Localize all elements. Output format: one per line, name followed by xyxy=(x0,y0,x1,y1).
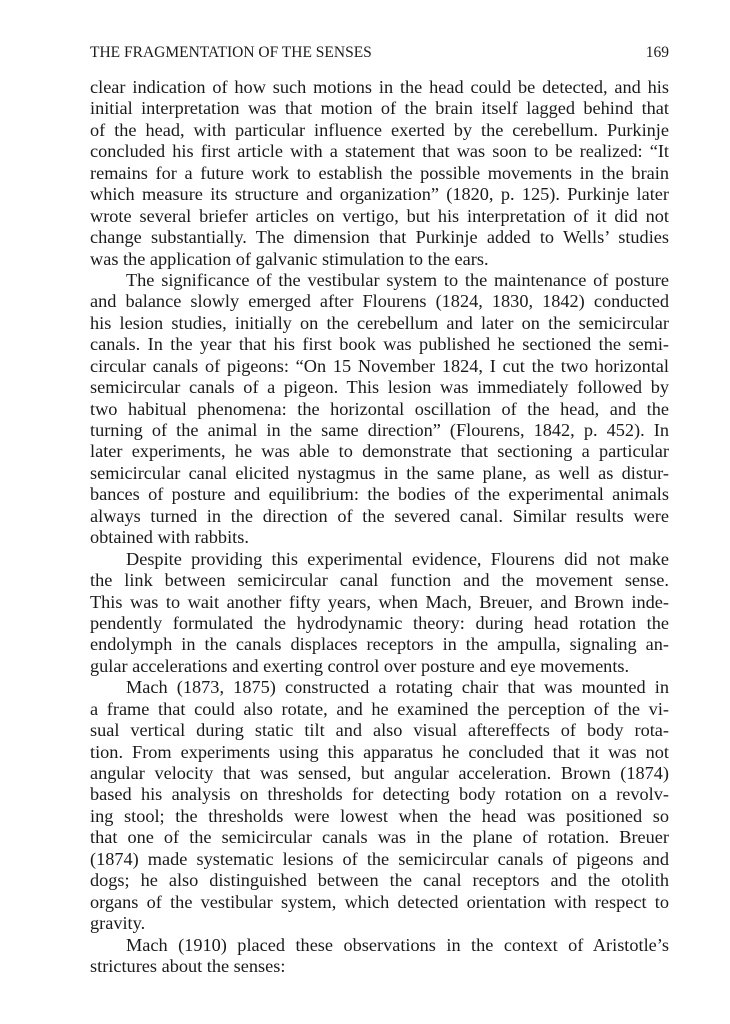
text-line: wrote several briefer articles on vertigo, but his interpretation of it did not xyxy=(90,205,669,226)
text-line: two habitual phenomena: the horizontal oscillation of the head, and the xyxy=(90,398,669,419)
text-line: canals. In the year that his first book was published he sectioned the semi- xyxy=(90,334,669,355)
text-line: Mach (1873, 1875) constructed a rotating chair that was mounted in xyxy=(126,677,669,698)
text-line: sual vertical during static tilt and also visual aftereffects of body rota- xyxy=(90,720,669,741)
text-line: strictures about the senses: xyxy=(90,955,286,976)
running-title: THE FRAGMENTATION OF THE SENSES xyxy=(90,44,372,61)
text-line: later experiments, he was able to demonstrate that sectioning a particular xyxy=(90,441,669,462)
text-line: concluded his first article with a statement that was soon to be realized: “It xyxy=(90,141,669,162)
text-line: bances of posture and equilibrium: the bodies of the experimental animals xyxy=(90,484,669,505)
text-line: gravity. xyxy=(90,913,146,934)
text-line: based his analysis on thresholds for detecting body rotation on a revolv- xyxy=(90,784,669,805)
text-line: remains for a future work to establish the possible movements in the brain xyxy=(90,162,669,183)
text-line: dogs; he also distinguished between the canal receptors and the otolith xyxy=(90,870,669,891)
text-line: The significance of the vestibular system to the maintenance of posture xyxy=(126,269,669,290)
text-line: Mach (1910) placed these observations in the context of Aristotle’s xyxy=(126,934,669,955)
text-line: obtained with rabbits. xyxy=(90,527,249,548)
text-line: a frame that could also rotate, and he examined the perception of the vi- xyxy=(90,698,669,719)
text-line: which measure its structure and organization” (1820, p. 125). Purkinje later xyxy=(90,184,669,205)
paragraph xyxy=(90,270,669,549)
text-line: endolymph in the canals displaces receptors in the ampulla, signaling an- xyxy=(90,634,669,655)
text-line: that one of the semicircular canals was in the plane of rotation. Breuer xyxy=(90,827,669,848)
text-line: clear indication of how such motions in the head could be detected, and his xyxy=(90,77,669,97)
text-line: semicircular canals of a pigeon. This lesion was immediately followed by xyxy=(90,377,669,398)
paragraph xyxy=(90,77,669,270)
text-line: initial interpretation was that motion of the brain itself lagged behind that xyxy=(90,98,669,119)
body-text xyxy=(90,77,669,977)
text-line: pendently formulated the hydrodynamic theory: during head rotation the xyxy=(90,612,669,633)
text-line: ing stool; the thresholds were lowest when the head was positioned so xyxy=(90,805,669,826)
text-line: angular velocity that was sensed, but angular acceleration. Brown (1874) xyxy=(90,763,669,783)
text-line: tion. From experiments using this apparatus he concluded that it was not xyxy=(90,741,669,762)
page-number: 169 xyxy=(645,44,669,61)
paragraph xyxy=(90,549,669,678)
text-line: the link between semicircular canal function and the movement sense. xyxy=(90,570,669,591)
text-line: gular accelerations and exerting control over posture and eye movements. xyxy=(90,655,630,676)
text-line: and balance slowly emerged after Flourens (1824, 1830, 1842) conducted xyxy=(90,291,669,312)
text-line: semicircular canal elicited nystagmus in the same plane, as well as distur- xyxy=(90,462,669,483)
paragraph xyxy=(90,677,669,934)
text-line: organs of the vestibular system, which detected orientation with respect to xyxy=(90,891,669,912)
text-line: change substantially. The dimension that Purkinje added to Wells’ studies xyxy=(90,227,669,248)
text-line: his lesion studies, initially on the cerebellum and later on the semicircular xyxy=(90,312,669,333)
text-line: (1874) made systematic lesions of the semicircular canals of pigeons and xyxy=(90,848,669,869)
text-line: of the head, with particular influence exerted by the cerebellum. Purkinje xyxy=(90,119,669,140)
text-line: was the application of galvanic stimulation to the ears. xyxy=(90,248,489,269)
text-line: Despite providing this experimental evidence, Flourens did not make xyxy=(126,548,669,569)
text-line: always turned in the direction of the severed canal. Similar results were xyxy=(90,505,669,526)
text-line: turning of the animal in the same direction” (Flourens, 1842, p. 452). In xyxy=(90,420,669,440)
running-head xyxy=(90,44,669,62)
paragraph xyxy=(90,935,669,978)
text-line: This was to wait another fifty years, when Mach, Breuer, and Brown inde- xyxy=(90,591,669,612)
text-line: circular canals of pigeons: “On 15 November 1824, I cut the two horizontal xyxy=(90,355,669,376)
